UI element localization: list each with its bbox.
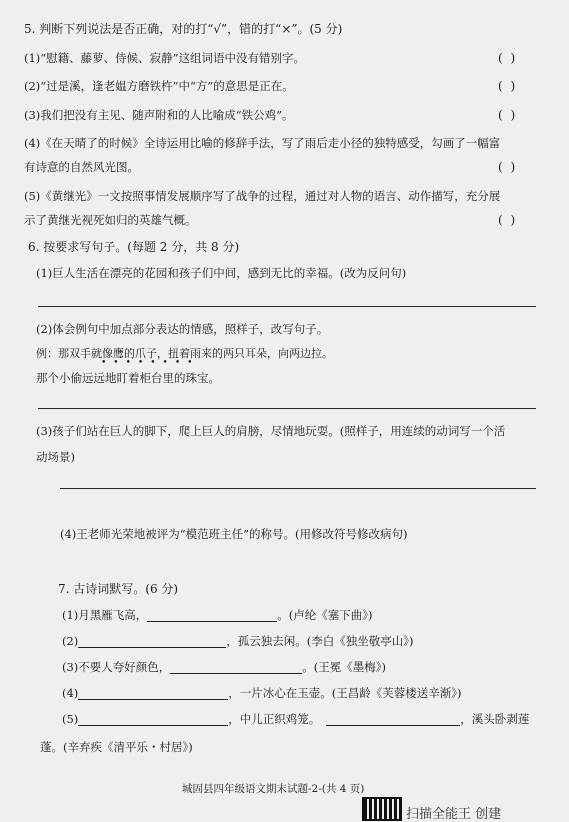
q5-item-2: (2)“过是溪，逢老媪方磨铁杵”中“方”的意思是正在。 [24, 79, 294, 93]
q7-line-4 [62, 686, 462, 700]
q5-item-4a: (4)《在天晴了的时候》全诗运用比喻的修辞手法，写了雨后走小径的独特感受，勾画了一幅富 [24, 136, 501, 150]
q6-sentence-2: (2)体会例句中加点部分表达的情感，照样子，改写句子。 [36, 322, 329, 336]
q7-line-2-end: ，孤云独去闲。(李白《独坐敬亭山》) [226, 634, 414, 648]
q5-item-3: (3)我们把没有主见、随声附和的人比喻成“铁公鸡”。 [24, 108, 294, 122]
q7-title: 7. 古诗词默写。(6 分) [58, 582, 179, 596]
q7-line-4-start: (4) [62, 686, 79, 700]
page-footer: 城固县四年级语文期末试题-2-(共 4 页) [182, 783, 365, 795]
q7-line-3-end: 。(王冕《墨梅》) [302, 660, 387, 674]
q5-title: 5. 判断下列说法是否正确，对的打“√”，错的打“×”。(5 分) [24, 22, 343, 36]
poem-blank-3[interactable] [170, 661, 302, 674]
answer-line-2[interactable] [38, 408, 536, 409]
q5-item-4b: 有诗意的自然风光图。 [24, 160, 139, 174]
q7-line-5-start: (5) [62, 712, 79, 726]
q7-line-4-end: ，一片冰心在玉壶。(王昌龄《芙蓉楼送辛渐》) [228, 686, 462, 700]
answer-line-3[interactable] [60, 488, 536, 489]
q7-line-5-cont: 蓬。(辛弃疾《清平乐・村居》) [40, 740, 193, 754]
q7-line-1-start: (1)月黑雁飞高， [62, 608, 148, 622]
q6-sentence-3b: 动场景) [36, 450, 75, 464]
answer-paren-1[interactable]: ( ) [498, 51, 518, 65]
q5-item-1: (1)“慰籍、藤萝、侍候、寂静”这组词语中没有错别字。 [24, 51, 306, 65]
q7-line-5 [62, 712, 529, 726]
emphasis-dots: •••••••• [101, 358, 200, 368]
q6-sentence-2b: 那个小偷远远地盯着柜台里的珠宝。 [36, 371, 220, 385]
poem-blank-4[interactable] [78, 687, 228, 700]
q7-line-5-mid: ，中儿正织鸡笼。 [228, 712, 321, 726]
q6-title: 6. 按要求写句子。(每题 2 分，共 8 分) [28, 240, 240, 254]
q7-line-3 [62, 660, 386, 674]
answer-line-1[interactable] [38, 306, 536, 307]
q7-line-2 [62, 634, 414, 648]
answer-paren-3[interactable]: ( ) [498, 108, 518, 122]
poem-blank-2[interactable] [78, 635, 226, 648]
poem-blank-5[interactable] [78, 713, 228, 726]
q6-sentence-3a: (3)孩子们站在巨人的脚下，爬上巨人的肩膀，尽情地玩耍。(照样子，用连续的动词写一个活 [36, 424, 506, 438]
q6-sentence-1: (1)巨人生活在漂亮的花园和孩子们中间，感到无比的幸福。(改为反问句) [36, 266, 407, 280]
answer-paren-2[interactable]: ( ) [498, 79, 518, 93]
q7-line-1-end: 。(卢纶《塞下曲》) [277, 608, 373, 622]
q6-example: 例：那双手就像鹰的爪子，扭着雨来的两只耳朵，向两边拉。 [36, 347, 333, 360]
answer-paren-4[interactable]: ( ) [498, 160, 518, 174]
q7-line-5-end: ，溪头卧剥莲 [460, 712, 530, 726]
scanner-watermark: 扫描全能王 创建 [406, 807, 502, 822]
q7-line-1 [62, 608, 373, 622]
q5-item-5a: (5)《黄继光》一文按照事情发展顺序写了战争的过程，通过对人物的语言、动作描写，充分展 [24, 189, 501, 203]
q7-line-3-start: (3)不要人夸好颜色， [62, 660, 171, 674]
q5-item-5b: 示了黄继光视死如归的英雄气概。 [24, 213, 197, 227]
answer-paren-5[interactable]: ( ) [498, 213, 518, 227]
qr-code-icon [362, 797, 402, 821]
poem-blank-6[interactable] [326, 713, 460, 726]
poem-blank-1[interactable] [147, 609, 277, 622]
q7-line-2-start: (2) [62, 634, 79, 648]
q6-sentence-4: (4)王老师光荣地被评为“模范班主任”的称号。(用修改符号修改病句) [60, 527, 408, 541]
